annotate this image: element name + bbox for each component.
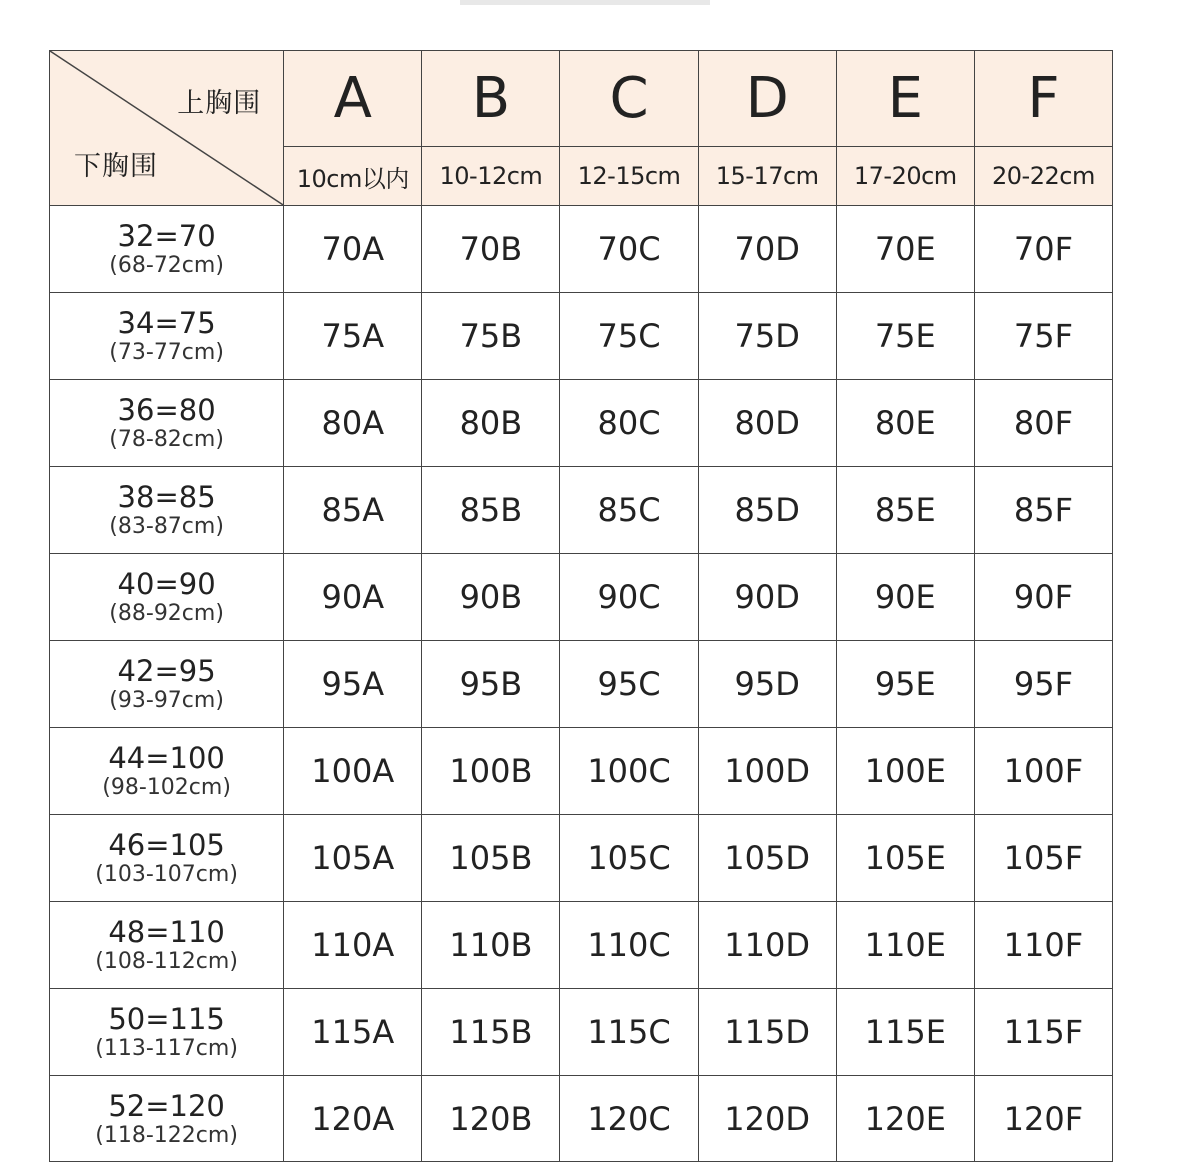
- cup-range: 10-12cm: [439, 162, 543, 190]
- band-size-range: (108-112cm): [95, 949, 238, 974]
- bra-size-cell: 80D: [698, 380, 836, 467]
- band-size-cell: [50, 641, 284, 728]
- upper-bust-label: 上胸围: [177, 88, 262, 119]
- bra-size-cell: 70D: [698, 206, 836, 293]
- band-size-range: (103-107cm): [95, 862, 238, 887]
- band-size-value: 40=90: [117, 567, 216, 601]
- bra-size-cell: 90F: [974, 554, 1112, 641]
- band-size-cell: [50, 380, 284, 467]
- bra-size-cell: 85D: [698, 467, 836, 554]
- band-size-cell: [50, 1076, 284, 1162]
- band-size-range: (73-77cm): [109, 340, 224, 365]
- size-chart-body: [50, 206, 1113, 1162]
- cup-header-e: [836, 51, 974, 147]
- bra-size-cell: 75F: [974, 293, 1112, 380]
- bra-size-cell: 85E: [836, 467, 974, 554]
- bra-size-cell: 95D: [698, 641, 836, 728]
- bra-size-cell: 115E: [836, 989, 974, 1076]
- bra-size-cell: 85A: [284, 467, 422, 554]
- bra-size-cell: 100E: [836, 728, 974, 815]
- bra-size-cell: 70F: [974, 206, 1112, 293]
- bra-size-cell: 85F: [974, 467, 1112, 554]
- bra-size-cell: 105A: [284, 815, 422, 902]
- band-size-value: 38=85: [117, 480, 216, 514]
- cup-range-d: [698, 147, 836, 206]
- size-row: [50, 641, 1113, 728]
- cup-letter: B: [471, 65, 511, 131]
- size-row: [50, 380, 1113, 467]
- bra-size-cell: 90A: [284, 554, 422, 641]
- bra-size-cell: 115C: [560, 989, 698, 1076]
- band-size-cell: [50, 554, 284, 641]
- bra-size-cell: 90D: [698, 554, 836, 641]
- band-size-range: (118-122cm): [95, 1122, 238, 1148]
- bra-size-chart-table: [49, 50, 1113, 1162]
- top-edge-fragment: [460, 0, 710, 5]
- bra-size-cell: 90B: [422, 554, 560, 641]
- band-size-cell: [50, 293, 284, 380]
- bra-size-cell: 120F: [974, 1076, 1112, 1162]
- bra-size-cell: 80F: [974, 380, 1112, 467]
- bra-size-cell: 110B: [422, 902, 560, 989]
- band-size-value: 48=110: [108, 915, 225, 949]
- bra-size-cell: 70C: [560, 206, 698, 293]
- size-row: [50, 728, 1113, 815]
- bra-size-cell: 70B: [422, 206, 560, 293]
- band-size-cell: [50, 815, 284, 902]
- bra-size-cell: 95B: [422, 641, 560, 728]
- bra-size-cell: 90E: [836, 554, 974, 641]
- bra-size-cell: 105D: [698, 815, 836, 902]
- bra-size-cell: 100B: [422, 728, 560, 815]
- bra-size-cell: 70E: [836, 206, 974, 293]
- cup-range: 17-20cm: [853, 162, 957, 190]
- bra-size-cell: 100A: [284, 728, 422, 815]
- band-size-value: 50=115: [108, 1002, 225, 1036]
- cup-range: 12-15cm: [577, 162, 681, 190]
- bra-size-cell: 75E: [836, 293, 974, 380]
- cup-range: 10cm以内: [296, 164, 409, 193]
- bra-size-cell: 75D: [698, 293, 836, 380]
- bra-size-cell: 115A: [284, 989, 422, 1076]
- bra-size-cell: 120D: [698, 1076, 836, 1162]
- band-size-cell: [50, 467, 284, 554]
- corner-header-cell: [50, 51, 284, 206]
- bra-size-cell: 115D: [698, 989, 836, 1076]
- bra-size-cell: 105C: [560, 815, 698, 902]
- band-size-value: 46=105: [108, 828, 225, 862]
- size-row: [50, 293, 1113, 380]
- bra-size-cell: 100D: [698, 728, 836, 815]
- bra-size-cell: 80E: [836, 380, 974, 467]
- bra-size-cell: 95E: [836, 641, 974, 728]
- size-row: [50, 902, 1113, 989]
- band-size-range: (98-102cm): [102, 775, 231, 800]
- band-size-range: (68-72cm): [109, 253, 224, 278]
- cup-letter: F: [1027, 65, 1060, 131]
- band-size-cell: [50, 989, 284, 1076]
- cup-range-a: [284, 147, 422, 206]
- bra-size-cell: 75B: [422, 293, 560, 380]
- band-size-value: 34=75: [117, 306, 216, 340]
- band-size-cell: [50, 206, 284, 293]
- bra-size-cell: 70A: [284, 206, 422, 293]
- band-size-range: (78-82cm): [109, 427, 224, 452]
- bra-size-cell: 100C: [560, 728, 698, 815]
- bra-size-cell: 100F: [974, 728, 1112, 815]
- band-size-value: 44=100: [108, 741, 225, 775]
- band-size-value: 32=70: [117, 219, 216, 253]
- bra-size-cell: 95A: [284, 641, 422, 728]
- band-size-value: 36=80: [117, 393, 216, 427]
- cup-header-a: [284, 51, 422, 147]
- band-size-range: (83-87cm): [109, 514, 224, 539]
- cup-range-b: [422, 147, 560, 206]
- cup-letter: E: [887, 65, 923, 131]
- bra-size-cell: 90C: [560, 554, 698, 641]
- band-size-range: (93-97cm): [109, 688, 224, 713]
- band-size-value: 42=95: [117, 654, 216, 688]
- size-row: [50, 1076, 1113, 1162]
- size-row: [50, 815, 1113, 902]
- size-row: [50, 989, 1113, 1076]
- band-size-value: 52=120: [108, 1088, 225, 1123]
- cup-letter: D: [745, 65, 789, 131]
- cup-range-e: [836, 147, 974, 206]
- cup-letter: C: [609, 65, 649, 131]
- bra-size-cell: 80A: [284, 380, 422, 467]
- bra-size-cell: 115F: [974, 989, 1112, 1076]
- cup-header-f: [974, 51, 1112, 147]
- under-bust-label: 下胸围: [74, 151, 158, 182]
- bra-size-cell: 120A: [284, 1076, 422, 1162]
- bra-size-cell: 80C: [560, 380, 698, 467]
- band-size-range: (113-117cm): [95, 1036, 238, 1061]
- cup-header-b: [422, 51, 560, 147]
- size-row: [50, 206, 1113, 293]
- bra-size-cell: 75C: [560, 293, 698, 380]
- bra-size-cell: 120E: [836, 1076, 974, 1162]
- bra-size-cell: 85B: [422, 467, 560, 554]
- band-size-range: (88-92cm): [109, 601, 224, 626]
- band-size-cell: [50, 728, 284, 815]
- bra-size-cell: 110F: [974, 902, 1112, 989]
- bra-size-cell: 110A: [284, 902, 422, 989]
- bra-size-cell: 120C: [560, 1076, 698, 1162]
- cup-range-c: [560, 147, 698, 206]
- bra-size-cell: 105F: [974, 815, 1112, 902]
- bra-size-cell: 95F: [974, 641, 1112, 728]
- bra-size-cell: 110D: [698, 902, 836, 989]
- bra-size-cell: 120B: [422, 1076, 560, 1162]
- bra-size-cell: 95C: [560, 641, 698, 728]
- bra-size-cell: 85C: [560, 467, 698, 554]
- bra-size-cell: 105E: [836, 815, 974, 902]
- cup-letter: A: [333, 65, 372, 131]
- size-row: [50, 467, 1113, 554]
- bra-size-cell: 80B: [422, 380, 560, 467]
- cup-range: 20-22cm: [992, 162, 1095, 190]
- cup-letter-row: [50, 51, 1113, 147]
- cup-range: 15-17cm: [715, 162, 819, 190]
- cup-range-f: [974, 147, 1112, 206]
- size-row: [50, 554, 1113, 641]
- bra-size-cell: 115B: [422, 989, 560, 1076]
- cup-header-d: [698, 51, 836, 147]
- bra-size-cell: 75A: [284, 293, 422, 380]
- bra-size-cell: 110E: [836, 902, 974, 989]
- cup-header-c: [560, 51, 698, 147]
- band-size-cell: [50, 902, 284, 989]
- bra-size-cell: 110C: [560, 902, 698, 989]
- bra-size-cell: 105B: [422, 815, 560, 902]
